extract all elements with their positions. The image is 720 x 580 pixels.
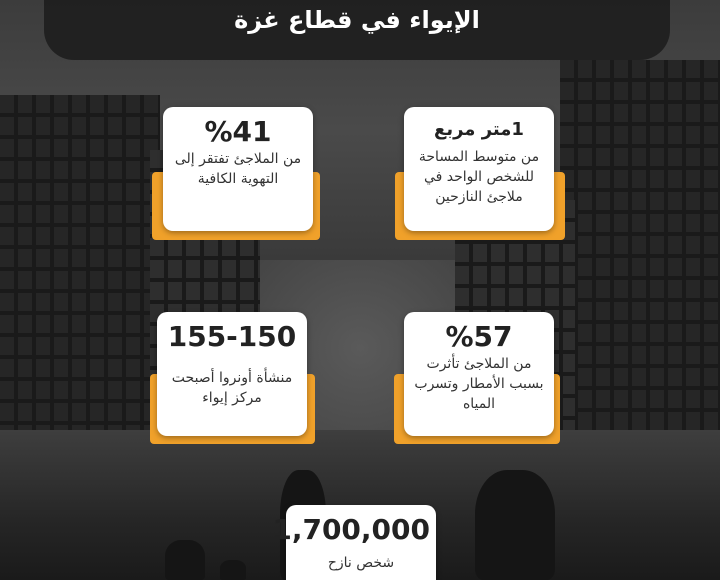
stat-label: شخص نازح bbox=[327, 555, 395, 571]
stat-value: %57 bbox=[445, 320, 513, 353]
ruined-building-left bbox=[0, 95, 160, 455]
stat-label: من متوسط المساحة للشخص الواحد في ملاجئ النازحين bbox=[418, 149, 540, 205]
stat-value: 1,700,000 bbox=[272, 513, 430, 546]
stat-value: 155-150 bbox=[167, 320, 297, 353]
stat-label: منشأة أونروا أصبحت مركز إيواء bbox=[171, 370, 293, 406]
stat-label: من الملاجئ تفتقر إلى التهوية الكافية bbox=[174, 151, 302, 187]
silhouette-child bbox=[165, 540, 205, 580]
stat-value: 1متر مربع bbox=[434, 119, 524, 140]
page-title: الإيواء في قطاع غزة bbox=[234, 6, 480, 34]
stat-label: من الملاجئ تأثرت بسبب الأمطار وتسرب المياه bbox=[414, 356, 544, 412]
silhouette-child bbox=[220, 560, 246, 580]
silhouette-person bbox=[475, 470, 555, 580]
ruined-building-right bbox=[560, 60, 720, 480]
stat-value: %41 bbox=[204, 115, 272, 148]
